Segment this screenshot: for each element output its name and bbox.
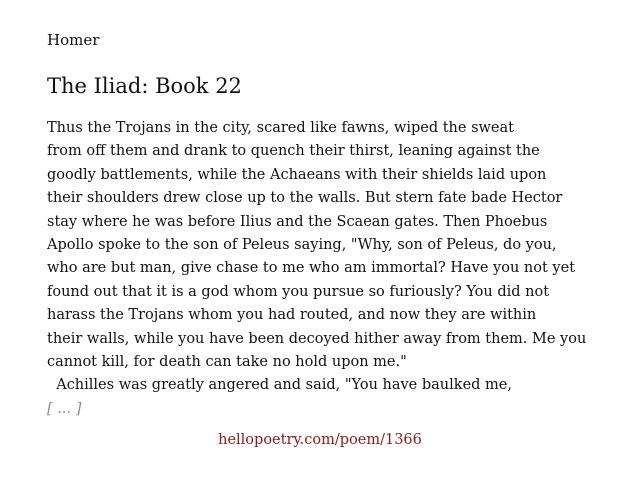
poem-line: Apollo spoke to the son of Peleus saying, "Why, son of Peleus, do you,	[47, 237, 557, 254]
poem-line: from off them and drank to quench their thirst, leaning against the	[47, 143, 540, 160]
poem-line: found out that it is a god whom you pursue so furiously? You did not	[47, 283, 550, 300]
poem-body	[47, 117, 627, 421]
truncation-ellipsis: [ ... ]	[47, 400, 82, 417]
poem-line: stay where he was before Ilius and the Scaean gates. Then Phoebus	[47, 213, 548, 230]
poem-line: harass the Trojans whom you had routed, and now they are within	[47, 307, 537, 324]
poem-line: goodly battlements, while the Achaeans with their shields laid upon	[47, 166, 547, 183]
poem-line: cannot kill, for death can take no hold upon me."	[47, 354, 407, 371]
poem-line: their walls, while you have been decoyed hither away from them. Me you	[47, 330, 587, 347]
poem-line: Achilles was greatly angered and said, "You have baulked me,	[47, 377, 512, 394]
poem-line: who are but man, give chase to me who am immortal? Have you not yet	[47, 260, 576, 277]
poem-title: The Iliad: Book 22	[47, 74, 242, 98]
source-link[interactable]: hellopoetry.com/poem/1366	[218, 432, 422, 448]
poem-line: Thus the Trojans in the city, scared like fawns, wiped the sweat	[47, 120, 514, 136]
poem-line: their shoulders drew close up to the walls. But stern fate bade Hector	[47, 190, 563, 207]
author-name: Homer	[47, 31, 100, 49]
